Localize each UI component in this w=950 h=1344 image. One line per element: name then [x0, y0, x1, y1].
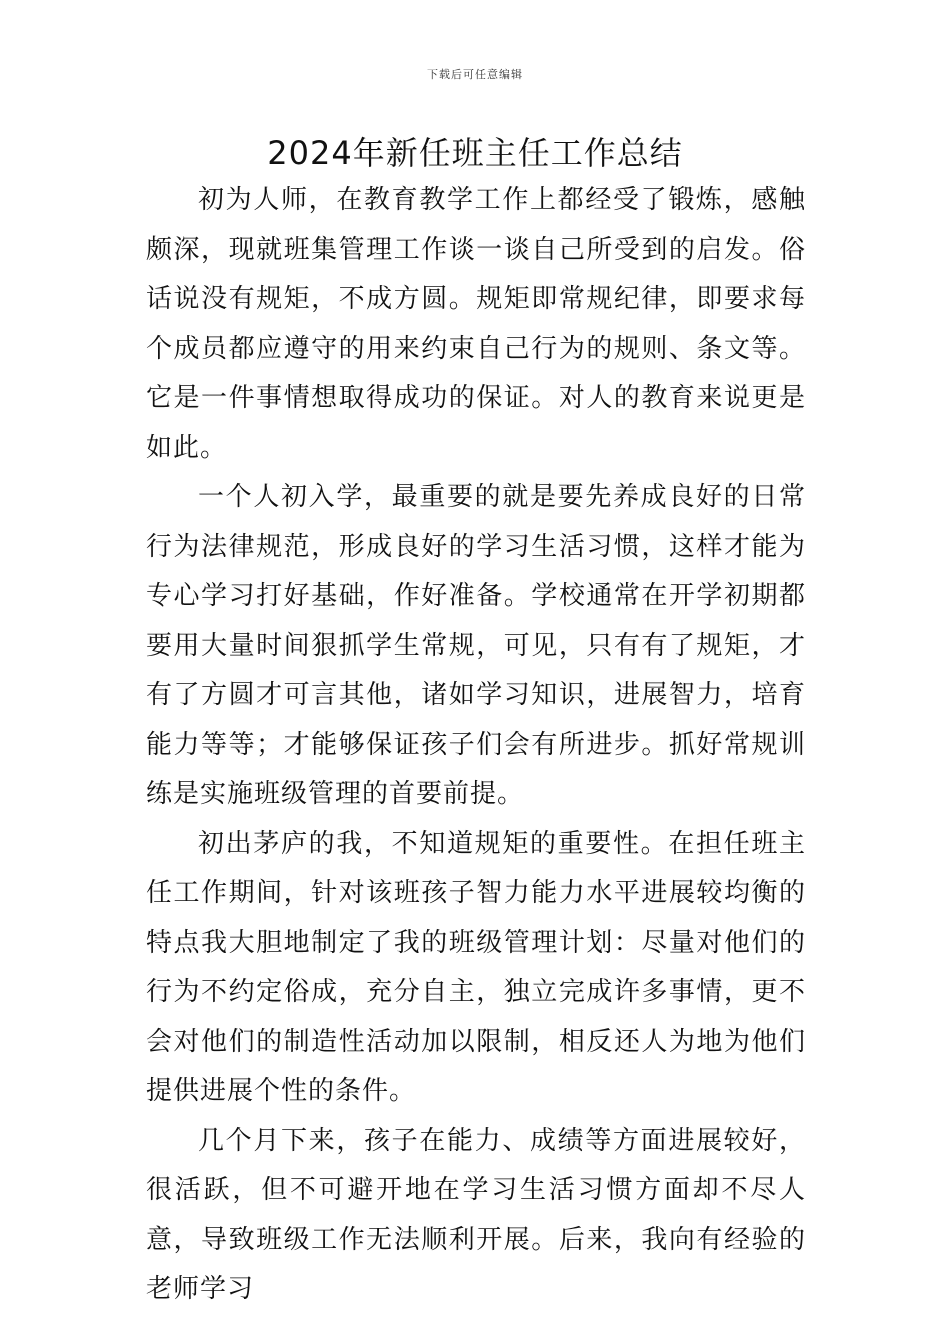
header-note: 下载后可任意编辑 — [427, 68, 523, 81]
paragraph-2: 一个人初入学，最重要的就是要先养成良好的日常行为法律规范，形成良好的学习生活习惯，这样才能为专心学习打好基础，作好准备。学校通常在开学初期都要用大量时间狠抓学生常规，可见，只有有了规矩，才有了方圆才可言其他，诸如学习知识，进展智力，培育能力等等；才能够保证孩子们会有所进步。抓好常规训练是实施班级管理的首要前提。 — [146, 482, 806, 809]
document-title: 2024年新任班主任工作总结 — [267, 134, 683, 172]
document-body — [146, 176, 806, 1315]
paragraph-3: 初出茅庐的我，不知道规矩的重要性。在担任班主任工作期间，针对该班孩子智力能力水平进展较均衡的特点我大胆地制定了我的班级管理计划：尽量对他们的行为不约定俗成，充分自主，独立完成许多事情，更不会对他们的制造性活动加以限制，相反还人为地为他们提供进展个性的条件。 — [146, 828, 806, 1106]
paragraph-4: 几个月下来，孩子在能力、成绩等方面进展较好，很活跃，但不可避开地在学习生活习惯方面却不尽人意，导致班级工作无法顺利开展。后来，我向有经验的老师学习 — [146, 1125, 806, 1304]
paragraph-1: 初为人师，在教育教学工作上都经受了锻炼，感触颇深，现就班集管理工作谈一谈自己所受到的启发。俗话说没有规矩，不成方圆。规矩即常规纪律，即要求每个成员都应遵守的用来约束自己行为的规则、条文等。它是一件事情想取得成功的保证。对人的教育来说更是如此。 — [146, 185, 806, 463]
